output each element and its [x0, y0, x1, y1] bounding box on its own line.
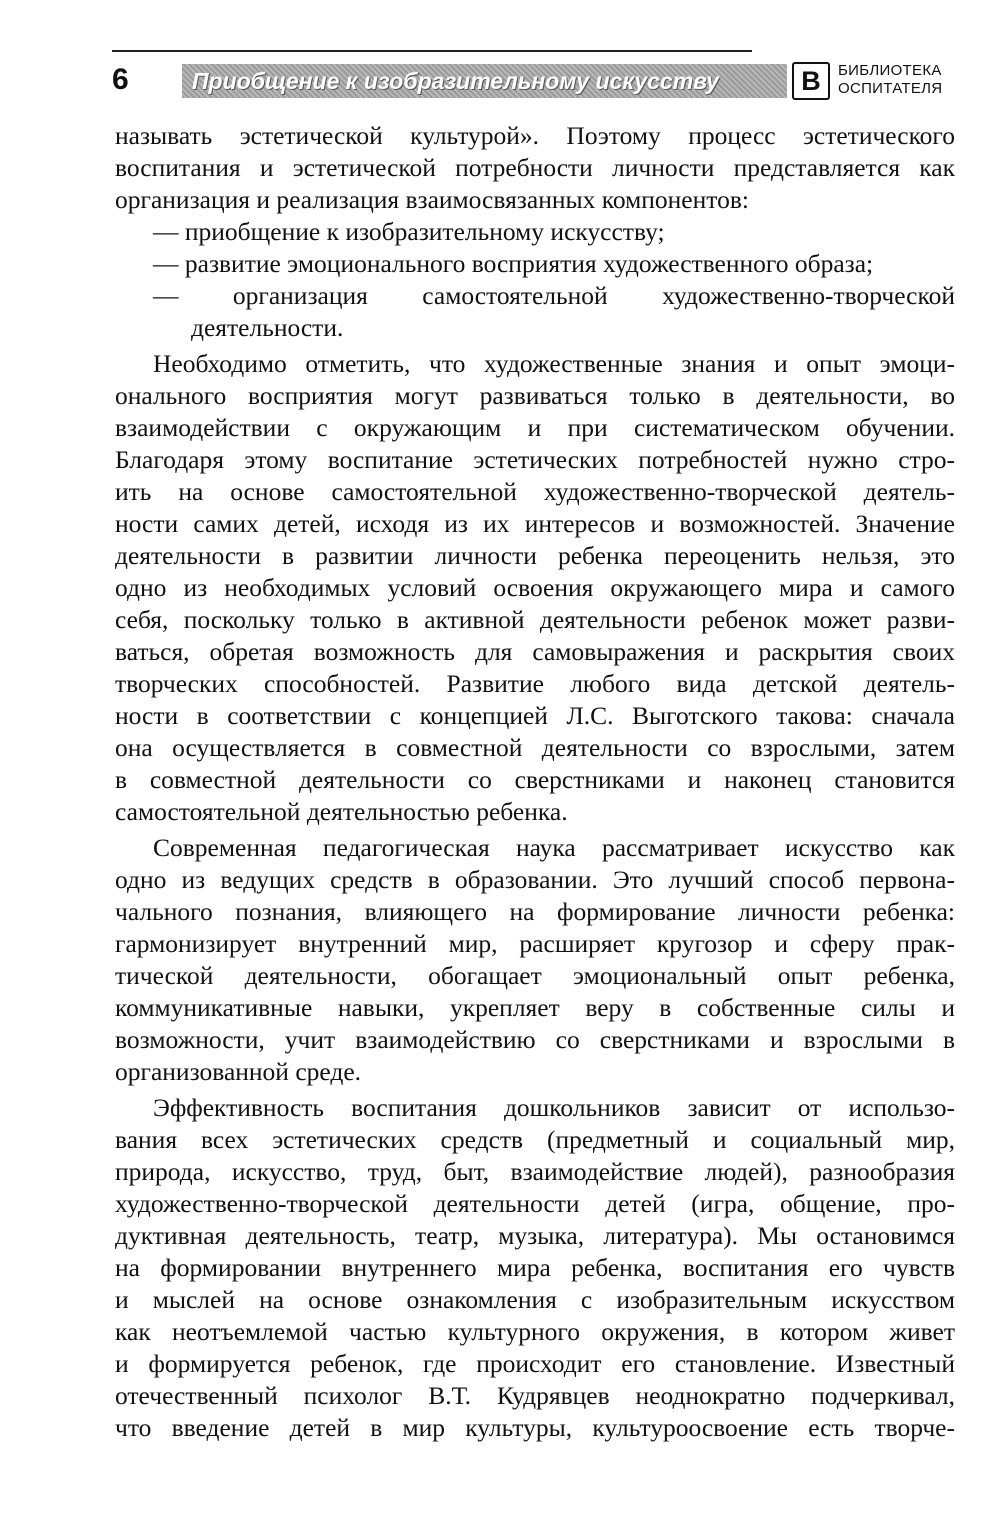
text-line: отечественный психолог В.Т. Кудрявцев неоднократно подчеркивал,: [115, 1381, 955, 1410]
text-line: одно из необходимых условий освоения окружающего мира и самого: [115, 573, 955, 602]
text-line: организация и реализация взаимосвязанных компонентов:: [115, 185, 749, 214]
text-line: ить на основе самостоятельной художественно-творческой деятель-: [115, 477, 955, 506]
text-line: ваться, обретая возможность для самовыражения и раскрытия своих: [115, 637, 955, 666]
series-name-line2: ОСПИТАТЕЛЯ: [838, 80, 943, 97]
text-line: и формируется ребенок, где происходит его становление. Известный: [115, 1349, 955, 1378]
list-item: — организация самостоятельной художественно-творческой: [153, 281, 955, 310]
text-line: и мыслей на основе ознакомления с изобразительным искусством: [115, 1285, 955, 1314]
text-line: Эффективность воспитания дошкольников зависит от использо-: [153, 1093, 955, 1122]
text-line: коммуникативные навыки, укрепляет веру в собственные силы и: [115, 993, 955, 1022]
series-name-line1: БИБЛИОТЕКА: [838, 62, 942, 79]
text-line: ности в соответствии с концепцией Л.С. Выготского такова: сначала: [115, 701, 955, 730]
list-item: — приобщение к изобразительному искусству;: [153, 217, 665, 246]
text-line: что введение детей в мир культуры, культуроосвоение есть творче-: [115, 1413, 955, 1442]
text-line: дуктивная деятельность, театр, музыка, литература). Мы остановимся: [115, 1221, 955, 1250]
text-line: Необходимо отметить, что художественные знания и опыт эмоци-: [153, 349, 955, 378]
text-line: Современная педагогическая наука рассматривает искусство как: [153, 833, 955, 862]
paragraph-effectiveness: [115, 1092, 955, 1444]
text-line: тической деятельности, обогащает эмоциональный опыт ребенка,: [115, 961, 955, 990]
text-line: взаимодействии с окружающим и при систематическом обучении.: [115, 413, 955, 442]
text-line: гармонизирует внутренний мир, расширяет кругозор и сферу прак-: [115, 929, 955, 958]
paragraph-pedagogy: [115, 832, 955, 1088]
section-title-banner: Приобщение к изобразительному искусству: [182, 64, 787, 98]
series-name: [838, 62, 942, 98]
page-number: 6: [112, 63, 129, 96]
component-list: [115, 216, 955, 344]
text-line: ности самих детей, исходя из их интересов и возможностей. Значение: [115, 509, 955, 538]
series-logo: В: [792, 62, 830, 100]
paragraph-activity: [115, 348, 955, 828]
text-line: организованной среде.: [115, 1057, 362, 1086]
list-item-continuation: деятельности.: [191, 313, 344, 342]
text-line: художественно-творческой деятельности детей (игра, общение, про-: [115, 1189, 955, 1218]
text-line: вания всех эстетических средств (предметный и социальный мир,: [115, 1125, 955, 1154]
text-line: как неотъемлемой частью культурного окружения, в котором живет: [115, 1317, 955, 1346]
intro-paragraph: [115, 120, 955, 216]
page-header: [112, 50, 957, 106]
text-line: возможности, учит взаимодействию со сверстниками и взрослыми в: [115, 1025, 955, 1054]
text-line: чального познания, влияющего на формирование личности ребенка:: [115, 897, 955, 926]
text-line: самостоятельной деятельностью ребенка.: [115, 797, 568, 826]
page-body: [115, 120, 955, 1444]
list-item: — развитие эмоционального восприятия художественного образа;: [153, 249, 874, 278]
text-line: онального восприятия могут развиваться только в деятельности, во: [115, 381, 955, 410]
text-line: на формировании внутреннего мира ребенка, воспитания его чувств: [115, 1253, 955, 1282]
text-line: природа, искусство, труд, быт, взаимодействие людей), разнообразия: [115, 1157, 955, 1186]
text-line: называть эстетической культурой». Поэтому процесс эстетического: [115, 121, 955, 150]
text-line: себя, поскольку только в активной деятельности ребенок может разви-: [115, 605, 955, 634]
text-line: одно из ведущих средств в образовании. Это лучший способ первона-: [115, 865, 955, 894]
header-rule: [112, 50, 752, 52]
text-line: в совместной деятельности со сверстниками и наконец становится: [115, 765, 955, 794]
text-line: воспитания и эстетической потребности личности представляется как: [115, 153, 955, 182]
text-line: она осуществляется в совместной деятельности со взрослыми, затем: [115, 733, 955, 762]
text-line: творческих способностей. Развитие любого вида детской деятель-: [115, 669, 955, 698]
text-line: Благодаря этому воспитание эстетических потребностей нужно стро-: [115, 445, 955, 474]
text-line: деятельности в развитии личности ребенка переоценить нельзя, это: [115, 541, 955, 570]
